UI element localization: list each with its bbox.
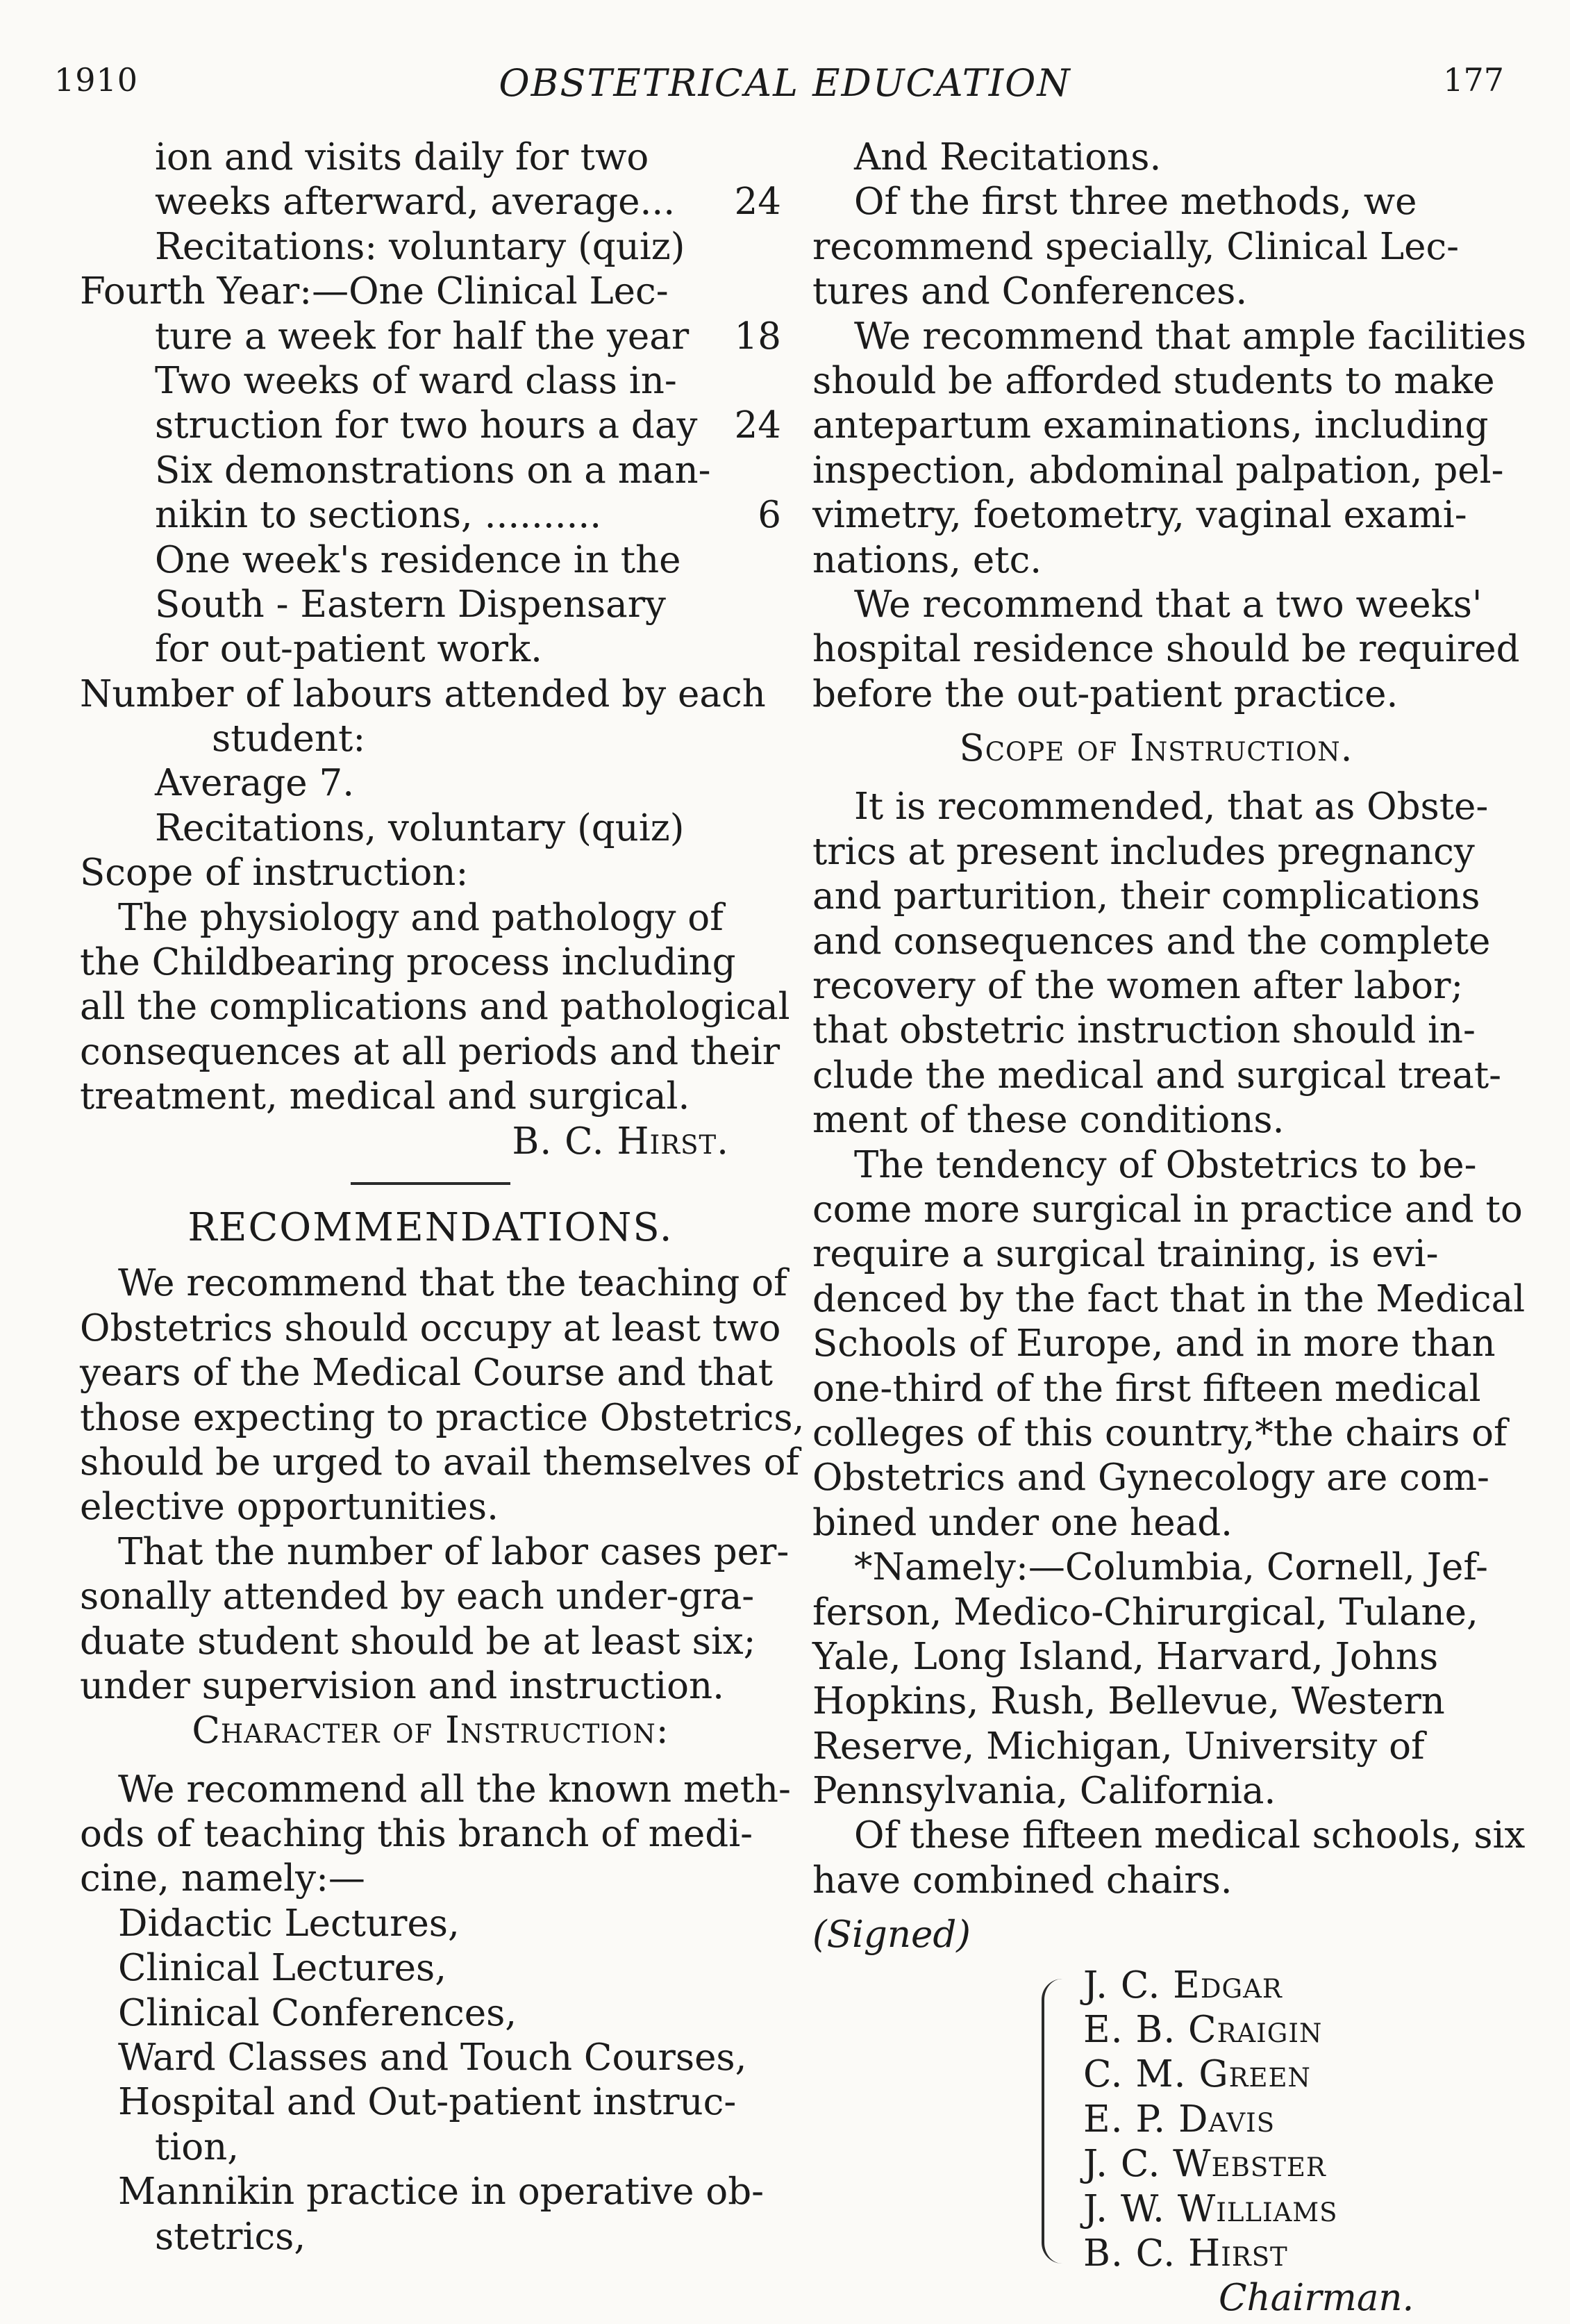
- text-line: We recommend that a two weeks': [854, 583, 1483, 626]
- signatory-name: J. W. Williams: [1083, 2187, 1338, 2230]
- header-title: OBSTETRICAL EDUCATION: [499, 61, 1071, 105]
- text-line: struction for two hours a day 24: [80, 404, 781, 448]
- text-line: ion and visits daily for two: [155, 136, 649, 179]
- right-column: [812, 135, 1527, 2319]
- text-line: hospital residence should be required: [812, 628, 1520, 671]
- author-signature: B. C. Hirst.: [512, 1120, 729, 1163]
- text-line: one-third of the first fifteen medical: [812, 1367, 1481, 1410]
- footnote-line: Pennsylvania, California.: [812, 1770, 1276, 1813]
- text-line: Of these fifteen medical schools, six: [854, 1814, 1526, 1857]
- signatory-names: [1083, 1964, 1338, 2277]
- signatory-name: E. P. Davis: [1083, 2098, 1276, 2141]
- left-column: [80, 135, 805, 2259]
- text-line: should be afforded students to make: [812, 359, 1495, 402]
- text-line: and consequences and the complete: [812, 920, 1491, 963]
- list-item: Didactic Lectures,: [118, 1902, 460, 1945]
- text-line: nikin to sections, .......... 6: [80, 493, 781, 538]
- text-line: clude the medical and surgical treat-: [812, 1054, 1502, 1097]
- text-line: And Recitations.: [854, 136, 1162, 179]
- signatory-name: C. M. Green: [1083, 2053, 1311, 2096]
- text-line: The physiology and pathology of: [118, 896, 724, 939]
- list-item-continued: tion,: [155, 2125, 240, 2168]
- text-line: Six demonstrations on a man-: [155, 449, 711, 492]
- text-line: duate student should be at least six;: [80, 1620, 756, 1663]
- line-count: 18: [734, 315, 781, 358]
- list-item: Mannikin practice in operative ob-: [118, 2171, 765, 2214]
- text-line: that obstetric instruction should in-: [812, 1009, 1476, 1052]
- text-line: We recommend that ample facilities: [854, 315, 1527, 358]
- text-line: denced by the fact that in the Medical: [812, 1277, 1526, 1320]
- list-item-continued: stetrics,: [155, 2215, 306, 2258]
- chairman-label: Chairman.: [1219, 2276, 1414, 2319]
- subsection-heading: Character of Instruction:: [192, 1709, 669, 1752]
- text-line: tures and Conferences.: [812, 270, 1248, 313]
- text-line: bined under one head.: [812, 1501, 1233, 1544]
- header-year: 1910: [54, 61, 139, 99]
- text-line: should be urged to avail themselves of: [80, 1441, 800, 1484]
- page-number: 177: [1443, 61, 1504, 99]
- text-line: treatment, medical and surgical.: [80, 1075, 690, 1118]
- text-line: We recommend that the teaching of: [118, 1262, 787, 1305]
- list-item: Hospital and Out-patient instruc-: [118, 2081, 737, 2124]
- text-line: years of the Medical Course and that: [80, 1352, 774, 1395]
- text-line: weeks afterward, average... 24: [80, 180, 781, 224]
- text-line: Of the first three methods, we: [854, 181, 1417, 224]
- text-line: nations, etc.: [812, 538, 1042, 581]
- text-line: Average 7.: [155, 762, 355, 805]
- footnote-line: Hopkins, Rush, Bellevue, Western: [812, 1680, 1445, 1723]
- text-line: under supervision and instruction.: [80, 1664, 725, 1707]
- text-line: Recitations, voluntary (quiz): [155, 806, 685, 849]
- line-count: 6: [758, 494, 781, 537]
- line-count: 24: [734, 404, 781, 447]
- running-header: [0, 61, 1570, 124]
- text-line: elective opportunities.: [80, 1486, 499, 1529]
- text-line: sonally attended by each under-gra-: [80, 1575, 755, 1618]
- signatory-name: E. B. Craigin: [1083, 2009, 1323, 2052]
- text-line: inspection, abdominal palpation, pel-: [812, 449, 1504, 492]
- text-line: ture a week for half the year 18: [80, 315, 781, 359]
- text-line: South - Eastern Dispensary: [155, 583, 666, 626]
- text-line: come more surgical in practice and to: [812, 1188, 1523, 1231]
- text-line: Fourth Year:—One Clinical Lec-: [80, 270, 669, 313]
- text-line: ods of teaching this branch of medi-: [80, 1813, 753, 1856]
- text-line: That the number of labor cases per-: [118, 1530, 790, 1573]
- text-line: antepartum examinations, including: [812, 404, 1489, 447]
- section-heading: RECOMMENDATIONS.: [187, 1204, 674, 1250]
- text-line: consequences at all periods and their: [80, 1030, 780, 1073]
- text-line: vimetry, foetometry, vaginal exami-: [812, 494, 1467, 537]
- text-line: Schools of Europe, and in more than: [812, 1322, 1496, 1366]
- text-line: for out-patient work.: [155, 628, 542, 671]
- footnote-line: ferson, Medico-Chirurgical, Tulane,: [812, 1591, 1478, 1634]
- footnote-line: Yale, Long Island, Harvard, Johns: [812, 1635, 1439, 1678]
- text-line: trics at present includes pregnancy: [812, 830, 1475, 873]
- footnote-line: Reserve, Michigan, University of: [812, 1725, 1425, 1768]
- text-line: those expecting to practice Obstetrics,: [80, 1396, 805, 1439]
- subsection-heading: Scope of Instruction.: [959, 727, 1353, 770]
- list-item: Ward Classes and Touch Courses,: [118, 2036, 747, 2080]
- brace-mark: [1042, 1979, 1068, 2264]
- text-line: It is recommended, that as Obste-: [854, 786, 1489, 829]
- text-line: colleges of this country,*the chairs of: [812, 1411, 1508, 1454]
- text-line: recommend specially, Clinical Lec-: [812, 225, 1460, 268]
- text-line: Obstetrics and Gynecology are com-: [812, 1456, 1489, 1500]
- line-count: 24: [734, 181, 781, 224]
- text-line: recovery of the women after labor;: [812, 965, 1464, 1008]
- section-divider: [351, 1182, 510, 1185]
- text-line: Recitations: voluntary (quiz): [155, 225, 685, 268]
- signed-label: (Signed): [812, 1914, 971, 1957]
- text-line: One week's residence in the: [155, 538, 681, 581]
- list-item: Clinical Lectures,: [118, 1947, 447, 1990]
- text-line: all the complications and pathological: [80, 986, 790, 1029]
- text-line: student:: [212, 717, 366, 761]
- footnote-line: *Namely:—Columbia, Cornell, Jef-: [854, 1546, 1488, 1589]
- text-line: We recommend all the known meth-: [118, 1768, 791, 1811]
- text-line: Two weeks of ward class in-: [155, 359, 677, 402]
- text-line: ment of these conditions.: [812, 1099, 1285, 1142]
- text-line: Obstetrics should occupy at least two: [80, 1306, 781, 1350]
- signatories-block: [812, 1964, 1500, 2319]
- list-item: Clinical Conferences,: [118, 1991, 517, 2034]
- signatory-name: J. C. Webster: [1083, 2143, 1326, 2186]
- text-line: the Childbearing process including: [80, 941, 736, 984]
- text-line: before the out-patient practice.: [812, 672, 1398, 715]
- signatory-name: B. C. Hirst: [1083, 2232, 1288, 2275]
- text-line: The tendency of Obstetrics to be-: [854, 1143, 1477, 1186]
- text-line: cine, namely:—: [80, 1857, 365, 1900]
- text-line: Number of labours attended by each: [80, 672, 766, 715]
- text-line: and parturition, their complications: [812, 875, 1480, 918]
- text-line: require a surgical training, is evi-: [812, 1233, 1439, 1276]
- signatory-name: J. C. Edgar: [1083, 1964, 1283, 2007]
- text-line: Scope of instruction:: [80, 852, 469, 895]
- text-line: have combined chairs.: [812, 1859, 1233, 1902]
